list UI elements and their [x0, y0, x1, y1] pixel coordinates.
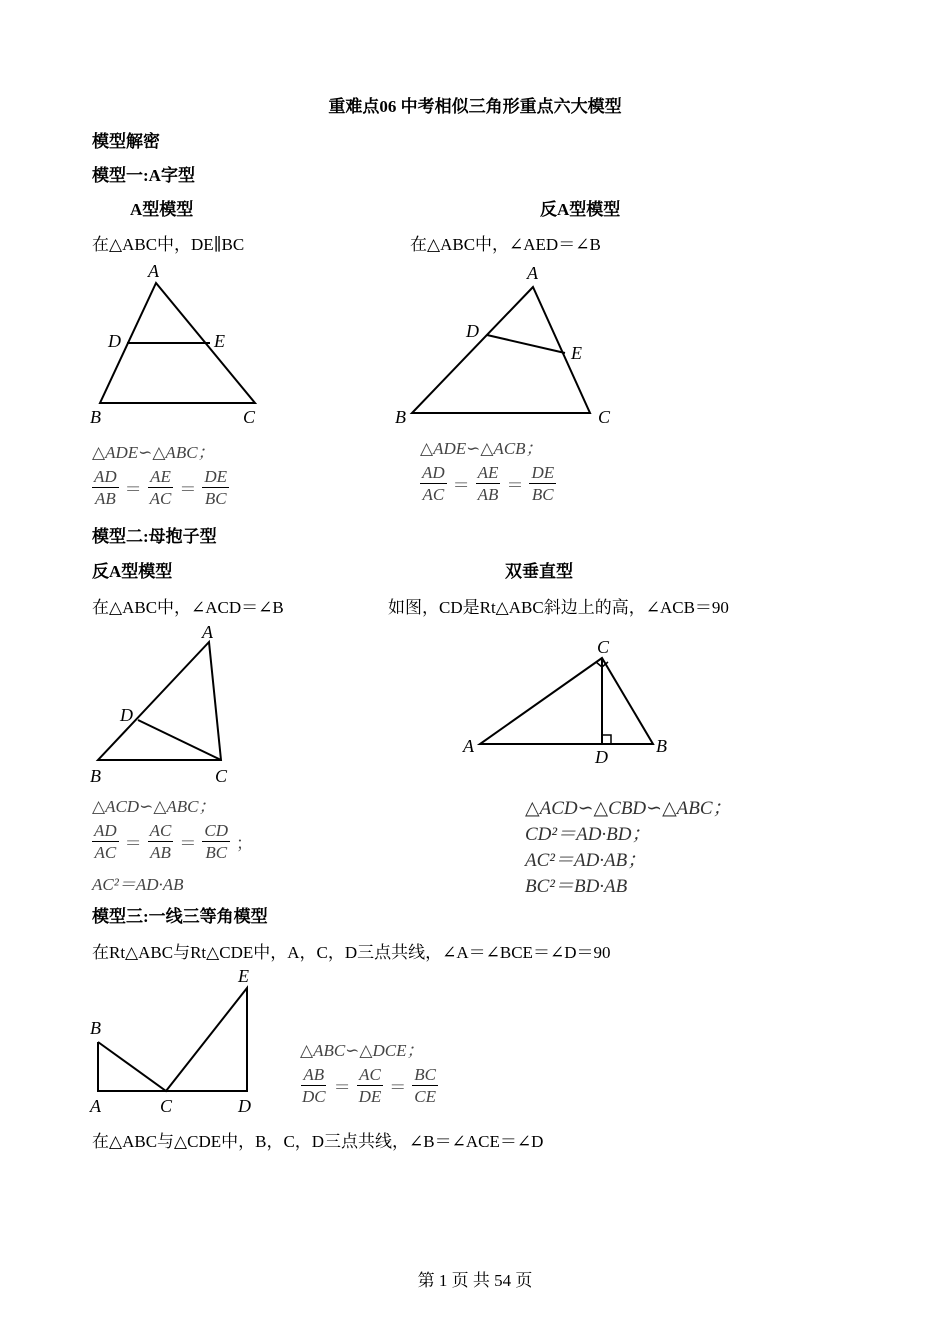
label-d: D: [466, 321, 479, 341]
ratio-frac: $\frac{BC}{CE}$: [414, 1065, 437, 1106]
triangle-abc: [480, 658, 653, 744]
model3-ratios: $\frac{AB}{DC}$ ＝ $\frac{AC}{DE}$ ＝ $\frac{BC}{CE}$: [302, 1065, 437, 1106]
model1-a-type-figure: [80, 255, 280, 430]
triangle-abc: [98, 642, 221, 760]
model1-heading: 模型一:A字型: [92, 166, 195, 185]
model1-left-condition: 在△ABC中，DE∥BC: [92, 235, 245, 254]
label-a: A: [527, 263, 538, 283]
label-c: C: [215, 766, 228, 786]
label-b: B: [90, 407, 101, 427]
ratio-frac: $\frac{AD}{AC}$: [94, 821, 117, 862]
ratio-frac: $\frac{DE}{BC}$: [531, 463, 555, 504]
label-e: E: [214, 331, 225, 351]
model1-right-condition: 在△ABC中，∠AED＝∠B: [410, 235, 601, 254]
page-title: 重难点06 中考相似三角形重点六大模型: [328, 97, 622, 116]
label-a: A: [463, 736, 474, 756]
label-a: A: [90, 1096, 101, 1116]
model1-reverse-a-figure: [390, 255, 630, 430]
ratio-frac: $\frac{AE}{AB}$: [477, 463, 499, 504]
label-c: C: [160, 1096, 173, 1116]
label-a: A: [148, 261, 159, 281]
label-d: D: [120, 705, 133, 725]
model3-similar: △ABC∽△DCE；: [300, 1041, 424, 1060]
model2-left-ratios: $\frac{AD}{AC}$ ＝ $\frac{AC}{AB}$ ＝ $\frac{CD}{BC}$ ；: [94, 821, 254, 862]
ratio-frac: $\frac{CD}{BC}$: [204, 821, 229, 862]
section-intro: 模型解密: [92, 132, 160, 151]
result-line: AC²＝AD·AB；: [525, 850, 647, 871]
model1-right-similar: △ADE∽△ACB；: [420, 439, 543, 458]
model3-condition2: 在△ABC与△CDE中，B，C，D三点共线，∠B＝∠ACE＝∠D: [92, 1132, 544, 1151]
label-e: E: [571, 343, 582, 363]
label-b: B: [90, 766, 101, 786]
triangles-abc-cde: [98, 988, 247, 1091]
model2-left-similar: △ACD∽△ABC；: [92, 797, 216, 816]
label-a: A: [202, 622, 213, 642]
segment-de: [487, 335, 565, 353]
ratio-frac: $\frac{AE}{AC}$: [149, 467, 172, 508]
label-e: E: [238, 966, 249, 986]
ratio-frac: $\frac{AD}{AC}$: [422, 463, 445, 504]
model1-left-subheading: A型模型: [130, 200, 194, 219]
result-line: CD²＝AD·BD；: [525, 824, 651, 845]
model3-condition: 在Rt△ABC与Rt△CDE中，A，C，D三点共线，∠A＝∠BCE＝∠D＝90: [92, 943, 611, 962]
model2-right-results: [525, 796, 732, 900]
ratio-frac: $\frac{AD}{AB}$: [94, 467, 117, 508]
model2-left-figure: [80, 618, 250, 790]
ratio-frac: $\frac{AC}{AB}$: [149, 821, 172, 862]
model2-left-extra: AC²＝AD·AB: [92, 875, 184, 894]
result-line: BC²＝BD·AB: [525, 876, 628, 897]
model2-left-condition: 在△ABC中，∠ACD＝∠B: [92, 598, 284, 617]
label-b: B: [656, 736, 667, 756]
label-d: D: [108, 331, 121, 351]
model1-left-similar: △ADE∽△ABC；: [92, 443, 215, 462]
label-b: B: [90, 1018, 101, 1038]
model1-right-subheading: 反A型模型: [540, 200, 621, 219]
model2-right-subheading: 双垂直型: [505, 562, 573, 581]
label-c: C: [598, 407, 611, 427]
segment-cd: [138, 720, 221, 760]
label-b: B: [395, 407, 406, 427]
model1-right-ratios: $\frac{AD}{AC}$ ＝ $\frac{AE}{AB}$ ＝ $\frac{DE}{BC}$: [422, 463, 555, 504]
page-footer: 第 1 页 共 54 页: [417, 1271, 533, 1290]
triangle-abc: [412, 287, 590, 413]
label-d: D: [595, 747, 608, 767]
model1-left-ratios: $\frac{AD}{AB}$ ＝ $\frac{AE}{AC}$ ＝ $\frac{DE}{BC}$: [94, 467, 228, 508]
ratio-frac: $\frac{AB}{DC}$: [302, 1065, 326, 1106]
model2-right-condition: 如图，CD是Rt△ABC斜边上的高，∠ACB＝90: [388, 598, 729, 617]
right-angle-mark-d: [602, 735, 611, 744]
model2-heading: 模型二:母抱子型: [92, 527, 217, 546]
model2-right-figure: [455, 628, 685, 768]
label-c: C: [243, 407, 256, 427]
label-c: C: [597, 637, 610, 657]
label-d: D: [238, 1096, 251, 1116]
ratio-frac: $\frac{AC}{DE}$: [358, 1065, 382, 1106]
result-line: △ACD∽△CBD∽△ABC；: [525, 798, 732, 819]
model3-heading: 模型三:一线三等角模型: [92, 907, 268, 926]
ratio-frac: $\frac{DE}{BC}$: [204, 467, 228, 508]
model3-figure: [80, 960, 270, 1120]
model2-left-subheading: 反A型模型: [92, 562, 173, 581]
